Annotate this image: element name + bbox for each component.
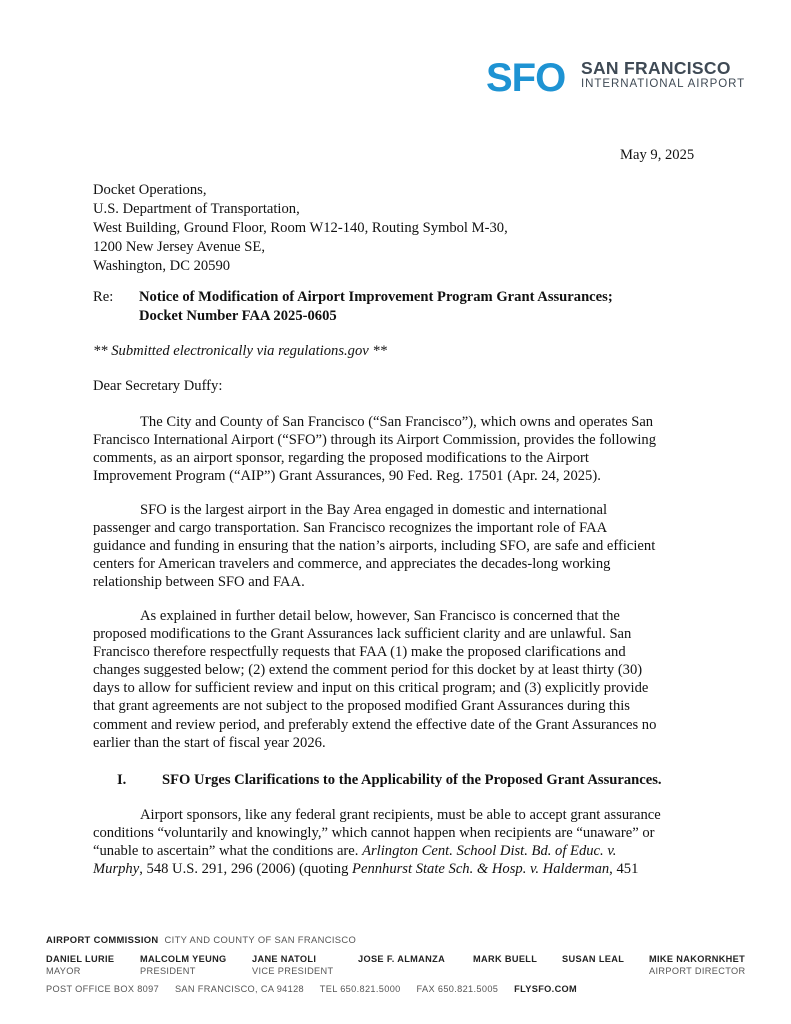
paragraph-line: Improvement Program (“AIP”) Grant Assurances, 90 Fed. Reg. 17501 (Apr. 24, 2025). xyxy=(93,468,601,485)
member-role: PRESIDENT xyxy=(140,966,196,976)
paragraph-text: “unable to ascertain” what the conditions are. xyxy=(93,843,363,860)
paragraph-text: , 548 U.S. 291, 296 (2006) (quoting xyxy=(139,861,353,878)
commission-member xyxy=(46,954,114,977)
member-name: JOSE F. ALMANZA xyxy=(358,954,446,964)
paragraph-line: conditions “voluntarily and knowingly,” which cannot happen when recipients are “unaware” or xyxy=(93,825,655,842)
paragraph-line: days to allow for sufficient review and input on this critical program; and (3) explicitly provide xyxy=(93,680,649,697)
re-subject-line: Docket Number FAA 2025-0605 xyxy=(139,307,337,324)
re-subject xyxy=(139,288,613,325)
commission-member xyxy=(358,954,445,965)
svg-text:SFO: SFO xyxy=(486,57,566,97)
paragraph-line: changes suggested below; (2) extend the comment period for this docket by at least thirty (30) xyxy=(93,662,643,679)
paragraph-line: comment and review period, and preferably extend the effective date of the Grant Assurances no xyxy=(93,716,657,733)
paragraph-line: comments, as an airport sponsor, regarding the proposed modifications to the Airport xyxy=(93,450,589,467)
paragraph-line: relationship between SFO and FAA. xyxy=(93,574,305,591)
member-role: AIRPORT DIRECTOR xyxy=(649,966,746,976)
paragraph-line: Francisco International Airport (“SFO”) through its Airport Commission, provides the following xyxy=(93,432,657,449)
section-number: I. xyxy=(117,772,127,788)
paragraph-line: guidance and funding in ensuring that the nation’s airports, including SFO, are safe and efficient xyxy=(93,538,656,555)
paragraph-line: As explained in further detail below, however, San Francisco is concerned that the xyxy=(140,608,620,624)
case-citation: Murphy xyxy=(93,861,140,878)
commission-member xyxy=(473,954,537,965)
case-citation: Pennhurst State Sch. & Hosp. v. Halderman xyxy=(352,861,610,878)
footer-fax: FAX 650.821.5005 xyxy=(416,984,499,994)
letter-date: May 9, 2025 xyxy=(620,147,695,163)
footer-commission-line xyxy=(46,934,356,945)
paragraph-line: that grant agreements are not subject to the proposed modified Grant Assurances during this xyxy=(93,698,630,715)
sfo-logo xyxy=(486,57,748,97)
sfo-logo-mark xyxy=(486,57,578,97)
paragraph-line: proposed modifications to the Grant Assurances lack sufficient clarity and are unlawful. San xyxy=(93,626,632,643)
body-paragraph xyxy=(93,501,655,591)
member-name: SUSAN LEAL xyxy=(562,954,625,964)
paragraph-line: earlier than the start of fiscal year 2026. xyxy=(93,734,326,751)
paragraph-line: SFO is the largest airport in the Bay Area engaged in domestic and international xyxy=(140,502,608,518)
paragraph-line: passenger and cargo transportation. San Francisco recognizes the important role of FAA xyxy=(93,520,608,537)
address-line: Docket Operations, xyxy=(93,182,207,198)
paragraph-text: , 451 xyxy=(609,861,639,878)
re-label: Re: xyxy=(93,289,114,305)
section-heading: SFO Urges Clarifications to the Applicability of the Proposed Grant Assurances. xyxy=(162,772,662,788)
body-paragraph xyxy=(93,607,656,752)
submission-note: ** Submitted electronically via regulations.gov ** xyxy=(93,343,387,359)
paragraph-line xyxy=(93,860,661,878)
footer-commission: AIRPORT COMMISSION xyxy=(46,934,159,945)
footer-tel: TEL 650.821.5000 xyxy=(319,984,401,994)
member-name: DANIEL LURIE xyxy=(46,954,115,964)
salutation: Dear Secretary Duffy: xyxy=(93,378,223,394)
paragraph-line: The City and County of San Francisco (“San Francisco”), which owns and operates San xyxy=(140,414,654,430)
member-role: MAYOR xyxy=(46,966,81,976)
body-paragraph xyxy=(93,806,661,878)
address-line: West Building, Ground Floor, Room W12-140, Routing Symbol M-30, xyxy=(93,220,508,236)
footer-city: CITY AND COUNTY OF SAN FRANCISCO xyxy=(164,934,357,945)
paragraph-line xyxy=(93,842,661,860)
footer-contact-line xyxy=(46,984,590,994)
address-line: 1200 New Jersey Avenue SE, xyxy=(93,239,265,255)
member-name: MIKE NAKORNKHET xyxy=(649,954,746,964)
logo-name: SAN FRANCISCO xyxy=(581,58,731,78)
member-name: MALCOLM YEUNG xyxy=(140,954,227,964)
paragraph-line: centers for American travelers and commerce, and appreciates the decades-long working xyxy=(93,556,611,573)
commission-member xyxy=(140,954,227,977)
re-subject-line: Notice of Modification of Airport Improvement Program Grant Assurances; xyxy=(139,289,613,305)
commission-member xyxy=(649,954,745,977)
member-role: VICE PRESIDENT xyxy=(252,966,334,976)
footer-website-link[interactable]: FLYSFO.COM xyxy=(514,984,578,994)
logo-subtitle: INTERNATIONAL AIRPORT xyxy=(581,78,746,90)
address-line: Washington, DC 20590 xyxy=(93,258,231,274)
address-line: U.S. Department of Transportation, xyxy=(93,201,300,217)
commission-member xyxy=(562,954,624,965)
member-name: JANE NATOLI xyxy=(252,954,317,964)
member-name: MARK BUELL xyxy=(473,954,538,964)
recipient-address xyxy=(93,181,508,276)
body-paragraph xyxy=(93,413,656,485)
paragraph-line: Airport sponsors, like any federal grant recipients, must be able to accept grant assurance xyxy=(140,807,661,823)
footer-po-box: POST OFFICE BOX 8097 xyxy=(46,984,160,994)
commission-member xyxy=(252,954,333,977)
paragraph-line: Francisco therefore respectfully requests that FAA (1) make the proposed clarifications and xyxy=(93,644,626,661)
footer-city-zip: SAN FRANCISCO, CA 94128 xyxy=(174,984,305,994)
case-citation: Arlington Cent. School Dist. Bd. of Educ. v. xyxy=(362,843,617,860)
